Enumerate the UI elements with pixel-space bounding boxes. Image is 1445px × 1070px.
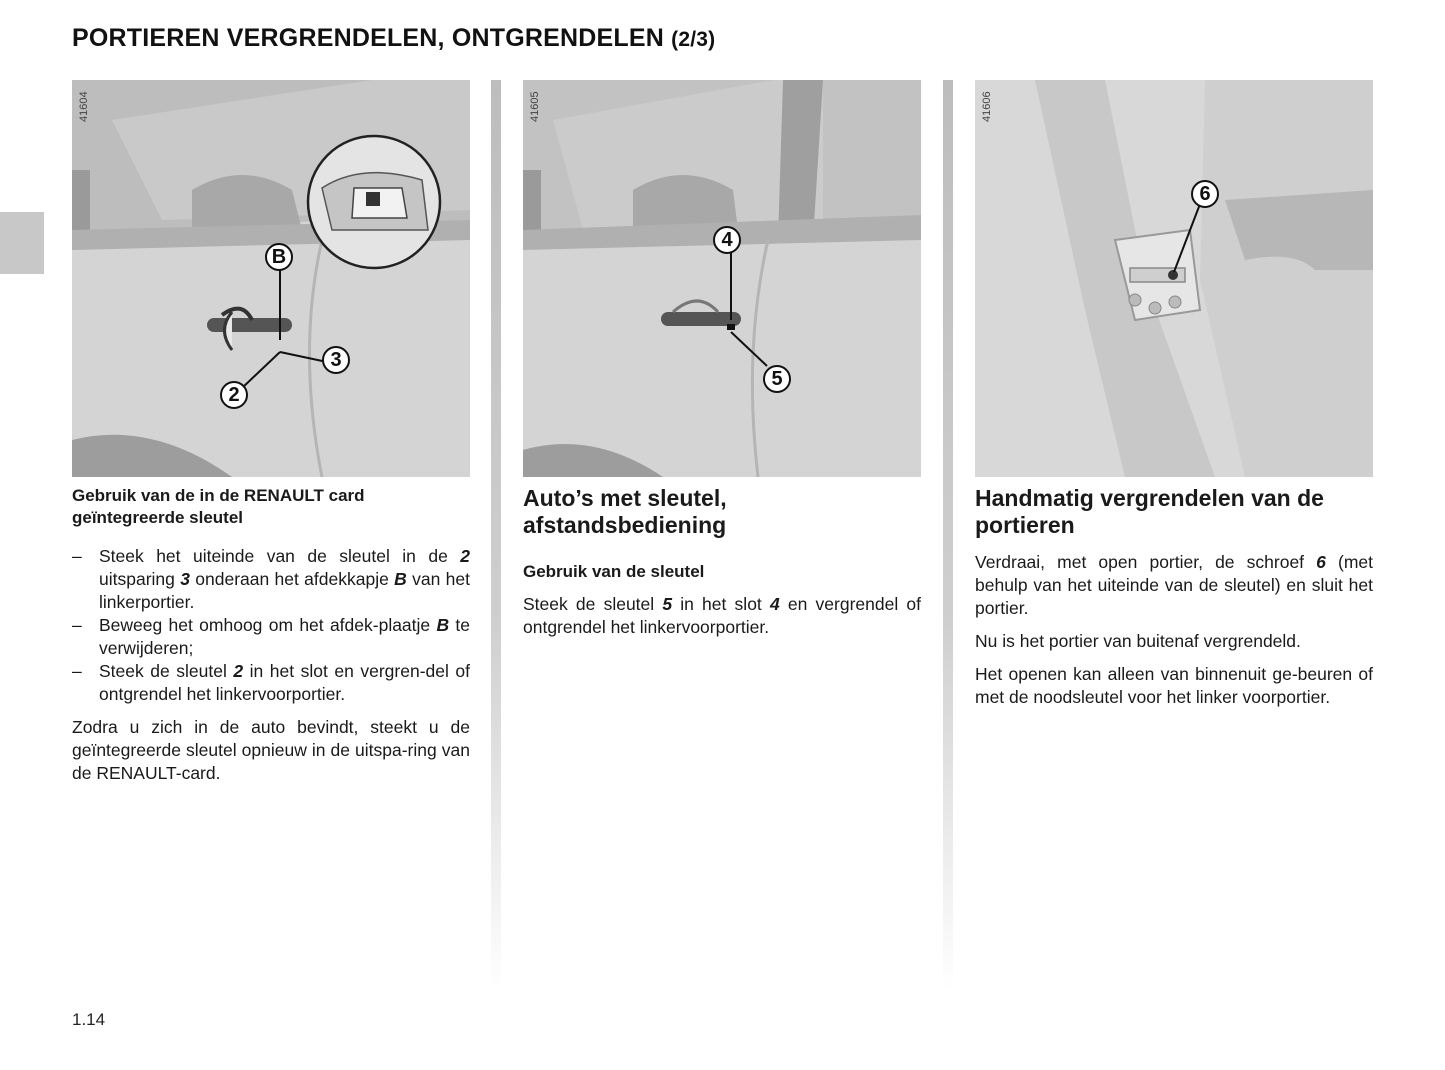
body-paragraph: Zodra u zich in de auto bevindt, steekt u de geïntegreerde sleutel opnieuw in de uitspa-ring van de RENAULT-card. (72, 717, 470, 783)
page-number: 1.14 (72, 1010, 106, 1029)
callout-2: 2 (220, 381, 248, 409)
column-divider-2 (943, 80, 953, 990)
body-paragraph: Verdraai, met open portier, de schroef 6 (met behulp van het uiteinde van de sleutel) en sluit het portier. (975, 552, 1373, 618)
body-paragraph: Steek de sleutel 5 in het slot 4 en vergrendel of ontgrendel het linkervoorportier. (523, 594, 922, 637)
list-item: – Steek de sleutel 2 in het slot en vergren-del of ontgrendel het linkervoorportier. (72, 661, 470, 704)
list-item: – Beweeg het omhoog om het afdek-plaatje B te verwijderen; (72, 615, 470, 658)
column-2 (523, 80, 921, 639)
list-dash: – (72, 615, 82, 635)
figure-id: 41605 (529, 91, 541, 122)
callout-6: 6 (1191, 180, 1219, 208)
callout-4: 4 (713, 226, 741, 254)
list-dash: – (72, 661, 82, 681)
door-handle-illustration (72, 80, 470, 477)
section-subheading: Gebruik van de in de RENAULT card geïntegreerde sleutel (72, 486, 365, 527)
chapter-tab-marker (0, 212, 44, 274)
door-lock-illustration (523, 80, 921, 477)
instruction-list (72, 545, 470, 706)
callout-3: 3 (322, 346, 350, 374)
list-item: – Steek het uiteinde van de sleutel in de 2 uitsparing 3 onderaan het afdekkapje B van het linkerportier. (72, 546, 470, 612)
door-latch-illustration (975, 80, 1373, 477)
body-paragraph: Nu is het portier van buitenaf vergrendeld. (975, 631, 1301, 651)
section-subheading: Gebruik van de sleutel (523, 562, 705, 581)
section-heading: Handmatig vergrendelen van de portieren (975, 485, 1324, 538)
column-3 (975, 80, 1373, 709)
page-title (72, 24, 715, 53)
figure-door-screw (975, 80, 1373, 477)
figure-id: 41606 (981, 91, 993, 122)
body-paragraph: Het openen kan alleen van binnenuit ge-beuren of met de noodsleutel voor het linker voorportier. (975, 664, 1373, 707)
callout-B: B (265, 243, 293, 271)
figure-key-card-door (72, 80, 470, 477)
column-divider-1 (491, 80, 501, 990)
section-heading: Auto’s met sleutel, afstandsbediening (523, 485, 727, 538)
column-1 (72, 80, 470, 785)
figure-key-lock-door (523, 80, 921, 477)
figure-id: 41604 (78, 91, 90, 122)
page-title-text: PORTIEREN VERGRENDELEN, ONTGRENDELEN (72, 24, 664, 52)
page-part-indicator: (2/3) (671, 28, 716, 51)
list-dash: – (72, 546, 82, 566)
callout-5: 5 (763, 365, 791, 393)
